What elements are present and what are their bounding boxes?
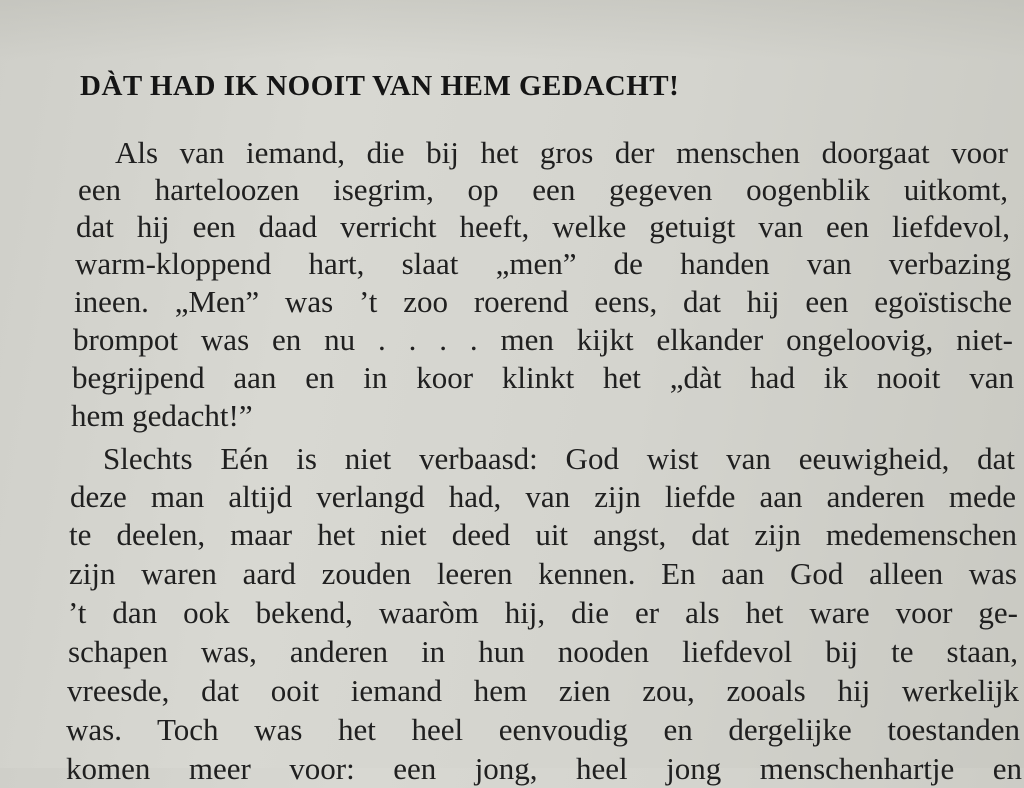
text-line: Slechts Eén is niet verbaasd: God wist van eeuwigheid, dat xyxy=(103,441,1015,476)
chapter-heading: DÀT HAD IK NOOIT VAN HEM GEDACHT! xyxy=(80,70,680,102)
text-line: dat hij een daad verricht heeft, welke getuigt van een liefdevol, xyxy=(76,209,1010,244)
text-line: te deelen, maar het niet deed uit angst, dat zijn medemenschen xyxy=(69,517,1017,552)
show-through-shadow xyxy=(0,0,1024,60)
text-line: hem gedacht!” xyxy=(71,398,253,433)
text-line: deze man altijd verlangd had, van zijn liefde aan anderen mede xyxy=(70,479,1016,514)
text-line: warm-kloppend hart, slaat „men” de handen van verbazing xyxy=(75,246,1011,281)
text-line: komen meer voor: een jong, heel jong menschenhartje en xyxy=(66,751,1022,786)
text-line: was. Toch was het heel eenvoudig en dergelijke toestanden xyxy=(66,712,1020,747)
text-line: brompot was en nu . . . . men kijkt elkander ongeloovig, niet- xyxy=(73,322,1013,357)
text-line: een harteloozen isegrim, op een gegeven oogenblik uitkomt, xyxy=(78,172,1008,207)
text-line: begrijpend aan en in koor klinkt het „dàt had ik nooit van xyxy=(72,360,1014,395)
text-line: vreesde, dat ooit iemand hem zien zou, zooals hij werkelijk xyxy=(67,673,1019,708)
text-line: ineen. „Men” was ’t zoo roerend eens, dat hij een egoïstische xyxy=(74,284,1012,319)
text-line: schapen was, anderen in hun nooden liefdevol bij te staan, xyxy=(68,634,1018,669)
text-line: zijn waren aard zouden leeren kennen. En aan God alleen was xyxy=(69,556,1017,591)
text-line: Als van iemand, die bij het gros der menschen doorgaat voor xyxy=(115,135,1008,170)
text-line: ’t dan ook bekend, waaròm hij, die er als het ware voor ge- xyxy=(68,595,1018,630)
